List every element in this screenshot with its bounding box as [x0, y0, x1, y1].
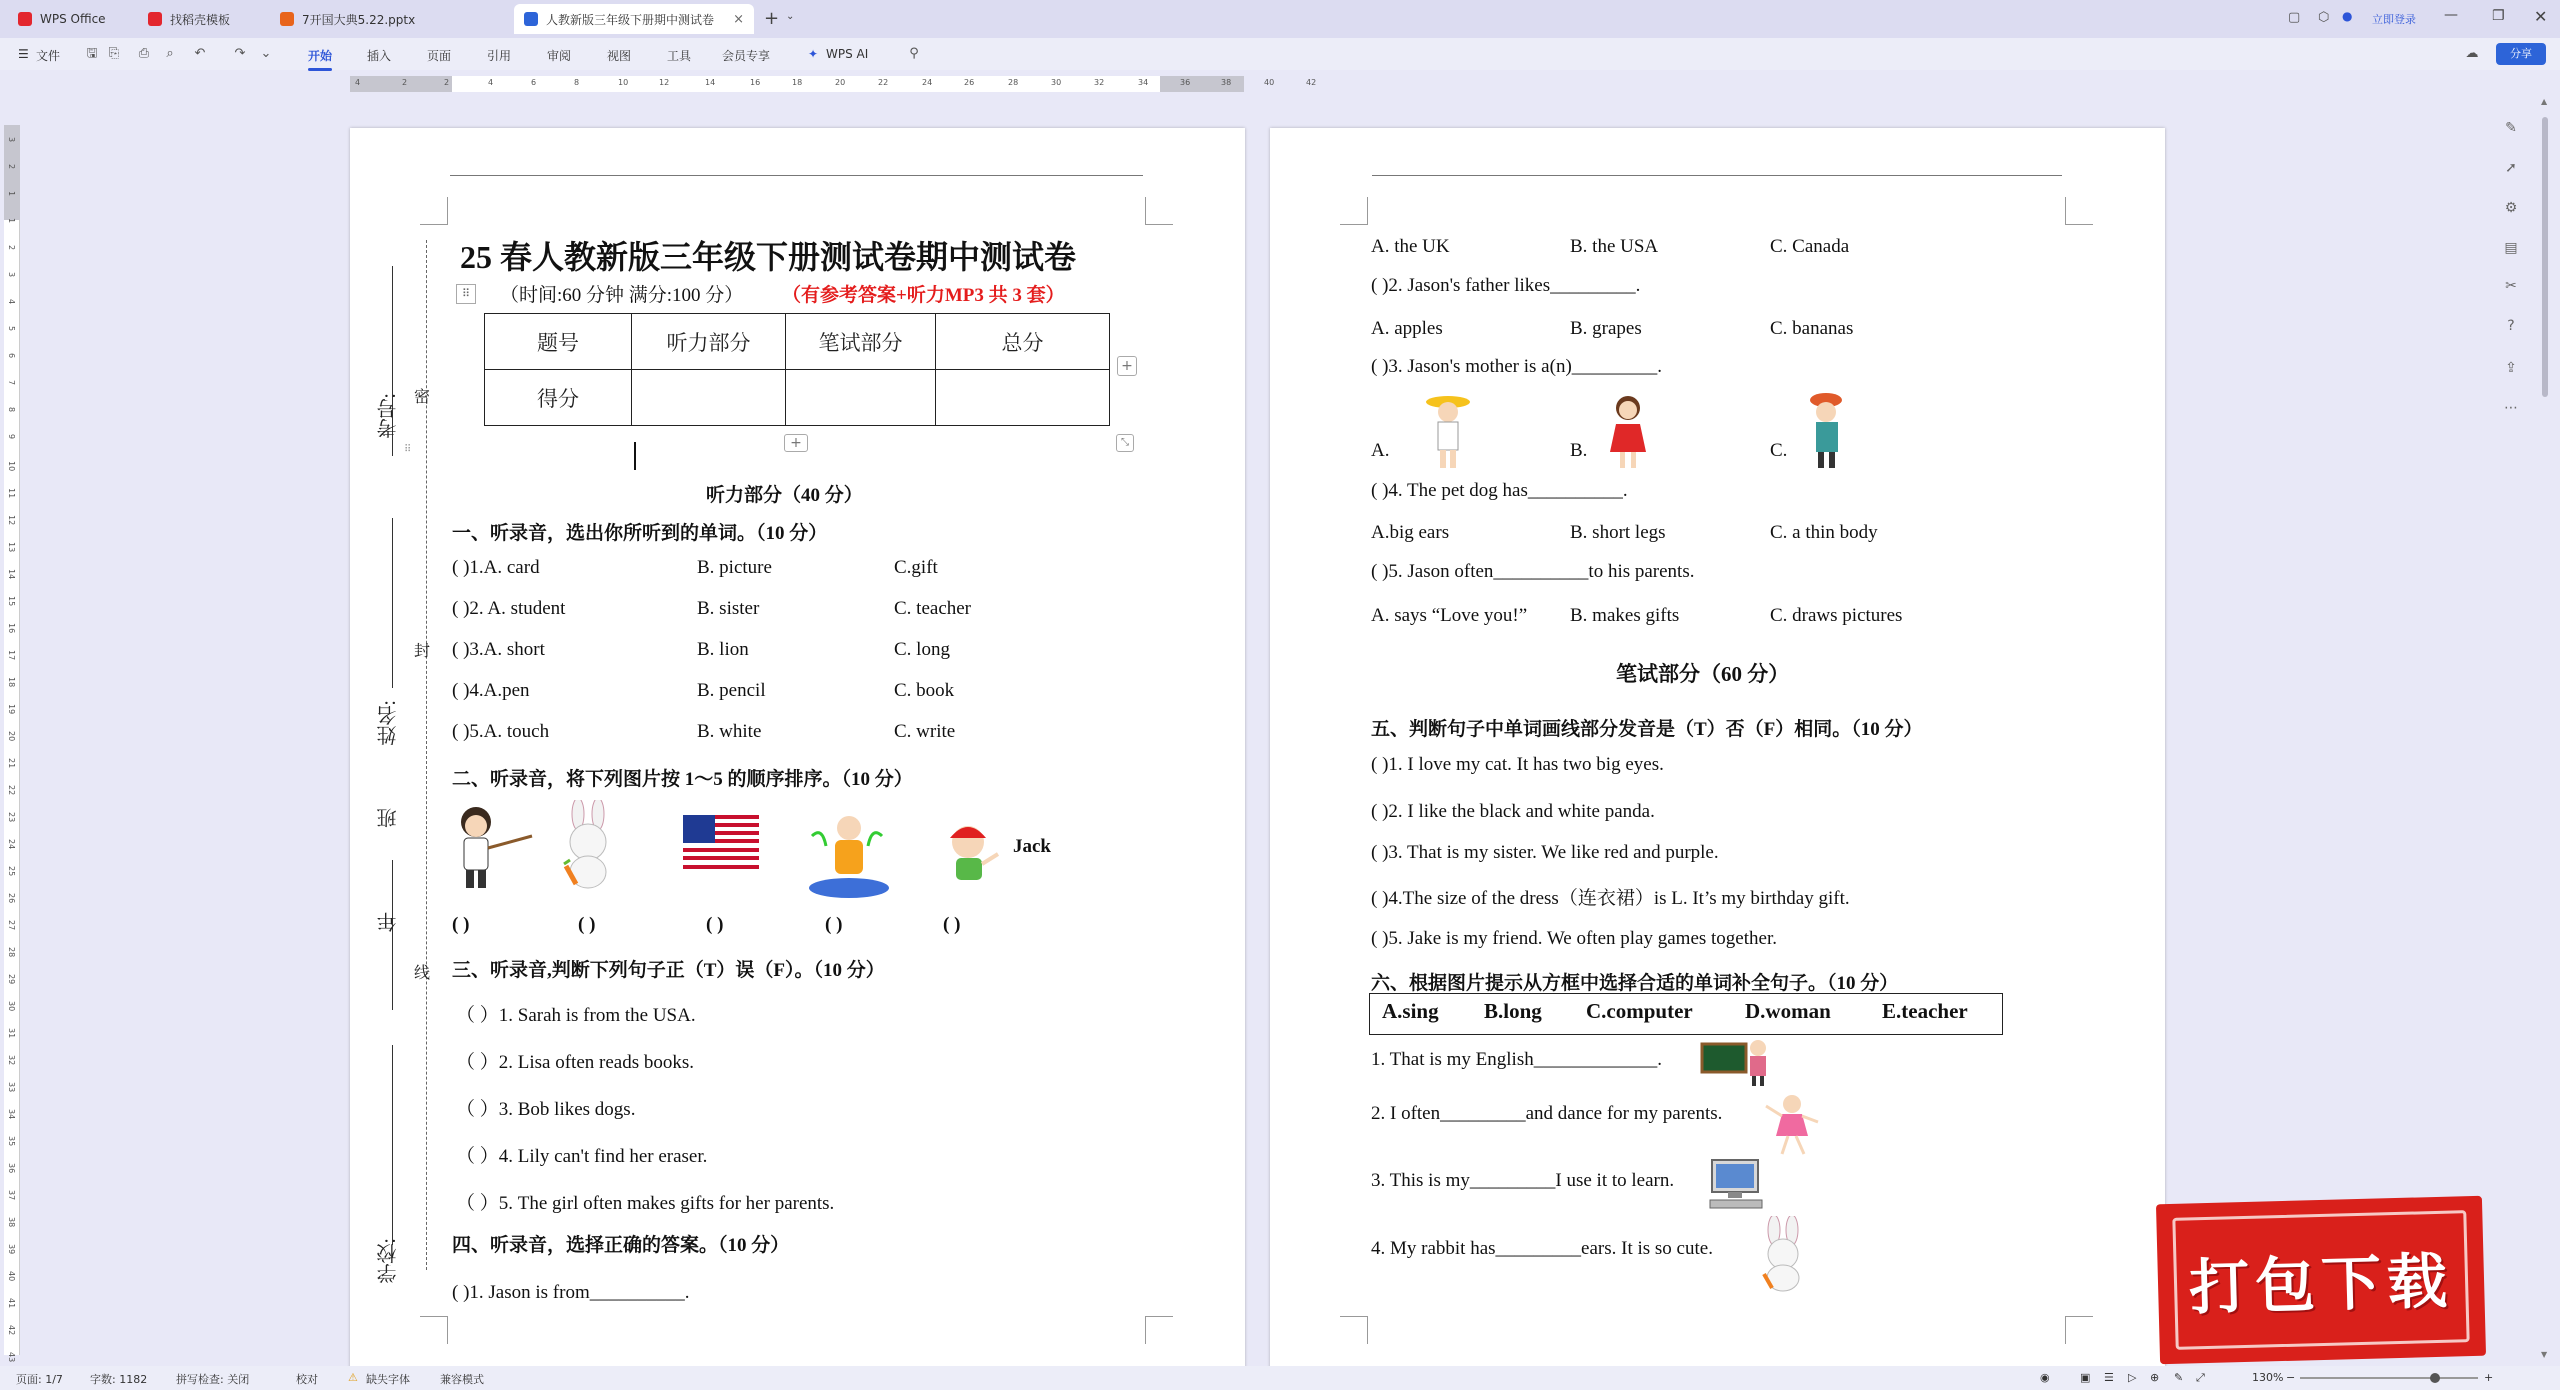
ruler-number: 38 [1221, 78, 1232, 87]
fit-icon[interactable]: ⤢ [2196, 1371, 2205, 1384]
warning-icon: ⚠ [348, 1371, 358, 1384]
window-icon[interactable]: ▢ [2288, 10, 2301, 25]
ruler-number: 24 [922, 78, 933, 87]
undo-icon[interactable]: ↶ [194, 46, 206, 61]
s5-sentence: ( )3. That is my sister. We like red and purple. [1371, 842, 1719, 863]
text-cursor [634, 442, 636, 470]
vruler-number: 8 [7, 407, 16, 413]
vertical-ruler[interactable] [4, 125, 20, 1363]
help-icon[interactable]: ? [2507, 318, 2515, 334]
scroll-down-icon[interactable]: ▼ [2541, 1350, 2548, 1359]
preview-icon[interactable]: ⌕ [166, 46, 174, 61]
s5-title: 五、判断句子中单词画线部分发音是（T）否（F）相同。（10 分） [1371, 719, 1923, 740]
word-icon [524, 12, 538, 26]
girl-dancing-picture [1762, 1092, 1822, 1156]
tab-wps-office[interactable]: WPS Office [8, 4, 136, 34]
q1-opts-option: B. the USA [1570, 236, 1659, 257]
listening-title: 听力部分（40 分） [706, 485, 863, 506]
side-xian: 线 [414, 965, 431, 982]
side-ban: 班 [378, 808, 400, 828]
page-view-icon[interactable]: ▣ [2080, 1371, 2091, 1384]
close-window-icon[interactable]: ✕ [2534, 7, 2548, 26]
ruler-number: 36 [1180, 78, 1191, 87]
vruler-number: 2 [7, 245, 16, 251]
s3-statement: （ ）3. Bob likes dogs. [456, 1099, 636, 1120]
q2-opts-option: A. apples [1371, 318, 1443, 339]
s1-option: B. lion [697, 639, 749, 660]
zoom-level[interactable]: 130% [2252, 1371, 2284, 1384]
minimize-icon[interactable]: — [2444, 7, 2458, 23]
subtitle: （时间:60 分钟 满分:100 分） [500, 285, 744, 306]
vruler-number: 21 [7, 758, 16, 769]
status-font[interactable]: 缺失字体 [366, 1373, 410, 1386]
jack-boy-picture [942, 820, 1002, 888]
status-proof[interactable]: 校对 [296, 1373, 318, 1386]
ruler-number: 16 [750, 78, 761, 87]
q5-opts-option: C. draws pictures [1770, 605, 1903, 626]
q4: ( )4. The pet dog has__________. [1371, 480, 1628, 501]
side-xuexiao: 学校: [378, 1238, 400, 1284]
s6-sentence: 1. That is my English_____________. [1371, 1049, 1662, 1070]
s4-title: 四、听录音，选择正确的答案。（10 分） [452, 1235, 790, 1256]
s6-title: 六、根据图片提示从方框中选择合适的单词补全句子。（10 分） [1371, 973, 1899, 994]
q3: ( )3. Jason's mother is a(n)_________. [1371, 356, 1663, 377]
cursor-icon[interactable]: ➚ [2505, 160, 2517, 176]
vruler-number: 11 [7, 488, 16, 499]
s1-option: C. write [894, 721, 956, 742]
vruler-number: 2 [7, 164, 16, 170]
vruler-number: 14 [7, 569, 16, 580]
zoom-slider[interactable] [2300, 1377, 2478, 1379]
box-word: E.teacher [1882, 999, 1968, 1023]
share-icon[interactable]: ⇪ [2505, 360, 2517, 376]
music-boy-picture [802, 806, 896, 900]
q2-opts-option: B. grapes [1570, 318, 1642, 339]
ruler-number: 40 [1264, 78, 1275, 87]
vruler-number: 20 [7, 731, 16, 742]
written-title: 笔试部分（60 分） [1616, 662, 1790, 686]
close-tab-icon[interactable]: × [733, 11, 744, 27]
vruler-number: 38 [7, 1217, 16, 1228]
status-compat: 兼容模式 [440, 1373, 484, 1386]
vruler-number: 1 [7, 191, 16, 197]
redo-icon[interactable]: ↷ [234, 46, 246, 61]
vruler-number: 6 [7, 353, 16, 359]
restore-icon[interactable]: ❐ [2492, 8, 2505, 24]
side-xingming: 姓名: [378, 700, 400, 746]
cloud-icon[interactable]: ☁ [2465, 46, 2479, 61]
vruler-number: 33 [7, 1082, 16, 1093]
order-bracket[interactable]: ( ) [825, 914, 843, 935]
share-button[interactable]: 分享 [2496, 43, 2546, 65]
vruler-number: 36 [7, 1163, 16, 1174]
vruler-number: 17 [7, 650, 16, 661]
eye-icon[interactable]: ◉ [2040, 1371, 2050, 1384]
side-kaohao: 考号: [378, 393, 400, 439]
vruler-number: 9 [7, 434, 16, 440]
vruler-number: 3 [7, 272, 16, 278]
order-bracket[interactable]: ( ) [706, 914, 724, 935]
cube-icon[interactable]: ⬡ [2318, 10, 2330, 25]
girl-red-dress-picture [1598, 390, 1660, 470]
tools-icon[interactable]: ✂ [2505, 278, 2517, 294]
vruler-number: 1 [7, 218, 16, 224]
right-toolbar [2490, 70, 2530, 1370]
login-link[interactable]: 立即登录 [2372, 13, 2416, 26]
th-listening: 听力部分 [632, 314, 786, 370]
q3-opts-option: A. [1371, 440, 1390, 461]
ruler-number: 4 [488, 78, 494, 87]
ruler-number: 2 [444, 78, 450, 87]
s1-option: B. sister [697, 598, 760, 619]
q4-opts-option: B. short legs [1570, 522, 1666, 543]
play-icon[interactable]: ▷ [2128, 1371, 2137, 1384]
vruler-number: 4 [7, 299, 16, 305]
s5-sentence: ( )1. I love my cat. It has two big eyes. [1371, 754, 1664, 775]
woman-hat-picture [1418, 390, 1480, 470]
s5-sentence: ( )5. Jake is my friend. We often play games together. [1371, 928, 1777, 949]
vruler-number: 26 [7, 893, 16, 904]
subtitle-red: （有参考答案+听力MP3 共 3 套） [782, 285, 1065, 306]
q2-opts-option: C. bananas [1770, 318, 1854, 339]
box-word: C.computer [1586, 999, 1693, 1023]
vruler-number: 12 [7, 515, 16, 526]
s5-sentence: ( )4.The size of the dress（连衣裙）is L. It’s my birthday gift. [1371, 888, 1850, 909]
wps-ai-icon: ✦ [808, 47, 819, 61]
box-word: B.long [1484, 999, 1542, 1023]
web-icon[interactable]: ⊕ [2150, 1371, 2160, 1384]
teacher-blackboard-picture [1700, 1036, 1772, 1086]
s3-statement: （ ）1. Sarah is from the USA. [456, 1005, 696, 1026]
ppt-icon [280, 12, 294, 26]
s1-option: B. picture [697, 557, 772, 578]
s1-option: C. long [894, 639, 950, 660]
search-icon[interactable]: ⚲ [909, 46, 919, 61]
add-column-icon[interactable]: + [1117, 356, 1137, 376]
vruler-number: 41 [7, 1298, 16, 1309]
computer-picture [1706, 1158, 1768, 1210]
s1-option: ( )1.A. card [452, 557, 540, 578]
pen-icon[interactable]: ✎ [2174, 1371, 2184, 1384]
vruler-number: 19 [7, 704, 16, 715]
zoom-slider-thumb[interactable] [2430, 1373, 2440, 1383]
vruler-number: 16 [7, 623, 16, 634]
tab-document[interactable]: 人教新版三年级下册期中测试卷 × [514, 4, 754, 34]
s6-sentence: 3. This is my_________I use it to learn. [1371, 1170, 1675, 1191]
page-title: 25 春人教新版三年级下册测试卷期中测试卷 [460, 239, 1077, 275]
menu-wps-ai[interactable]: WPS AI [826, 47, 869, 61]
td-score-1[interactable] [632, 370, 786, 426]
vruler-number: 23 [7, 812, 16, 823]
new-tab-icon[interactable]: + [764, 8, 780, 29]
menu-page[interactable]: 页面 [427, 49, 452, 63]
add-row-icon[interactable]: + [784, 434, 808, 452]
score-table [484, 313, 1110, 426]
rabbit-long-ears-picture [1752, 1216, 1816, 1292]
layout-icon[interactable]: ▤ [2504, 240, 2518, 256]
menu-insert[interactable]: 插入 [367, 49, 392, 63]
ruler-number: 30 [1051, 78, 1062, 87]
scroll-up-icon[interactable]: ▲ [2541, 97, 2548, 106]
outline-icon[interactable]: ☰ [2104, 1371, 2114, 1384]
s6-sentence: 4. My rabbit has_________ears. It is so cute. [1371, 1238, 1713, 1259]
us-flag-picture [683, 815, 759, 869]
vruler-number: 32 [7, 1055, 16, 1066]
q1-opts-option: A. the UK [1371, 236, 1450, 257]
ruler-number: 26 [964, 78, 975, 87]
vruler-number: 29 [7, 974, 16, 985]
s1-option: ( )5.A. touch [452, 721, 550, 742]
q5-opts-option: B. makes gifts [1570, 605, 1680, 626]
s2-title: 二、听录音，将下列图片按 1～5 的顺序排序。（10 分） [452, 769, 913, 790]
export-icon[interactable]: ⎘ [108, 46, 120, 61]
ruler-number: 8 [574, 78, 580, 87]
vruler-number: 3 [7, 137, 16, 143]
table-resize-icon[interactable]: ⤡ [1116, 434, 1134, 452]
rabbit-picture [552, 800, 626, 892]
menu-review[interactable]: 审阅 [547, 49, 572, 63]
box-word: D.woman [1745, 999, 1831, 1023]
vruler-number: 7 [7, 380, 16, 386]
status-words[interactable]: 字数: 1182 [90, 1373, 148, 1386]
adjust-icon[interactable]: ⚙ [2504, 200, 2518, 216]
s1-option: ( )2. A. student [452, 598, 566, 619]
horizontal-ruler[interactable] [350, 76, 1317, 92]
menu-reference[interactable]: 引用 [487, 49, 512, 63]
zoom-in-icon[interactable]: + [2484, 1371, 2494, 1384]
vruler-number: 34 [7, 1109, 16, 1120]
q5: ( )5. Jason often__________to his parents. [1371, 561, 1695, 582]
more-icon[interactable]: ⋯ [2504, 400, 2518, 416]
ruler-number: 22 [878, 78, 889, 87]
vruler-number: 39 [7, 1244, 16, 1255]
s1-option: C.gift [894, 557, 938, 578]
jack-label: Jack [1013, 836, 1051, 857]
q4-opts-option: A.big ears [1371, 522, 1450, 543]
ruler-number: 10 [618, 78, 629, 87]
vruler-number: 13 [7, 542, 16, 553]
vruler-number: 37 [7, 1190, 16, 1201]
s1-title: 一、听录音，选出你所听到的单词。（10 分） [452, 523, 828, 544]
vertical-scrollbar[interactable] [2538, 95, 2554, 1365]
td-score-2[interactable] [786, 370, 936, 426]
ruler-number: 42 [1306, 78, 1317, 87]
vruler-number: 24 [7, 839, 16, 850]
q3-opts-option: B. [1570, 440, 1588, 461]
chevron-down-icon[interactable]: ⌄ [786, 11, 795, 22]
s3-title: 三、听录音,判断下列句子正（T）误（F）。（10 分） [452, 960, 885, 981]
ruler-number: 32 [1094, 78, 1105, 87]
side-mi: 密 [414, 389, 431, 406]
ruler-number: 34 [1138, 78, 1149, 87]
tab-pptx[interactable]: 7开国大典5.22.pptx [270, 4, 512, 34]
s3-statement: （ ）4. Lily can't find her eraser. [456, 1146, 708, 1167]
order-bracket[interactable]: ( ) [452, 914, 470, 935]
s1-option: B. pencil [697, 680, 766, 701]
vruler-number: 5 [7, 326, 16, 332]
menu-bar [0, 38, 2560, 70]
status-bar [0, 1366, 2560, 1390]
s1-option: C. book [894, 680, 955, 701]
save-icon[interactable]: 🖫 [86, 46, 98, 61]
ruler-number: 6 [531, 78, 537, 87]
s5-sentence: ( )2. I like the black and white panda. [1371, 801, 1655, 822]
vruler-number: 25 [7, 866, 16, 877]
vruler-number: 42 [7, 1325, 16, 1336]
vruler-number: 10 [7, 461, 16, 472]
ruler-number: 12 [659, 78, 670, 87]
vruler-number: 18 [7, 677, 16, 688]
ruler-number: 4 [355, 78, 361, 87]
status-spell[interactable]: 拼写检查: 关闭 [176, 1373, 250, 1386]
vruler-number: 30 [7, 1001, 16, 1012]
s1-option: ( )3.A. short [452, 639, 545, 660]
s3-statement: （ ）2. Lisa often reads books. [456, 1052, 694, 1073]
td-score-label: 得分 [485, 370, 632, 426]
ruler-number: 14 [705, 78, 716, 87]
s1-option: ( )4.A.pen [452, 680, 530, 701]
order-bracket[interactable]: ( ) [943, 914, 961, 935]
order-bracket[interactable]: ( ) [578, 914, 596, 935]
ruler-number: 28 [1008, 78, 1019, 87]
vruler-number: 31 [7, 1028, 16, 1039]
zoom-out-icon[interactable]: − [2286, 1371, 2296, 1384]
s4-question-1: ( )1. Jason is from__________. [452, 1282, 690, 1303]
s3-statement: （ ）5. The girl often makes gifts for her parents. [456, 1193, 835, 1214]
menu-tools[interactable]: 工具 [667, 49, 692, 63]
avatar-icon[interactable]: ● [2342, 9, 2353, 23]
teacher-picture [448, 800, 534, 892]
s1-option: B. white [697, 721, 762, 742]
td-score-3[interactable] [936, 370, 1110, 426]
scroll-thumb[interactable] [2542, 117, 2548, 397]
th-tihao: 题号 [485, 314, 632, 370]
q5-opts-option: A. says “Love you!” [1371, 605, 1528, 626]
vruler-number: 22 [7, 785, 16, 796]
edit-icon[interactable]: ✎ [2505, 120, 2517, 136]
q4-opts-option: C. a thin body [1770, 522, 1878, 543]
s1-option: C. teacher [894, 598, 972, 619]
status-page[interactable]: 页面: 1/7 [16, 1373, 63, 1386]
th-total: 总分 [936, 314, 1110, 370]
print-icon[interactable]: ⎙ [138, 46, 150, 61]
q2: ( )2. Jason's father likes_________. [1371, 275, 1641, 296]
th-written: 笔试部分 [786, 314, 936, 370]
box-word: A.sing [1382, 999, 1439, 1023]
tab-template[interactable]: 找稻壳模板 [138, 4, 268, 34]
ruler-number: 20 [835, 78, 846, 87]
vruler-number: 15 [7, 596, 16, 607]
side-nian: 年 [378, 912, 400, 932]
ruler-number: 2 [402, 78, 408, 87]
tab-bar [0, 0, 2560, 38]
wps-logo-icon [18, 12, 32, 26]
menu-home[interactable]: 开始 [308, 49, 333, 63]
vruler-number: 43 [7, 1352, 16, 1363]
side-feng: 封 [414, 643, 431, 660]
vruler-number: 27 [7, 920, 16, 931]
menu-view[interactable]: 视图 [607, 49, 632, 63]
vruler-number: 35 [7, 1136, 16, 1147]
template-icon [148, 12, 162, 26]
menu-member[interactable]: 会员专享 [722, 49, 771, 63]
woman-red-hat-picture [1798, 390, 1858, 470]
q3-opts-option: C. [1770, 440, 1788, 461]
q1-opts-option: C. Canada [1770, 236, 1850, 257]
menu-file[interactable]: 文件 [36, 49, 61, 63]
download-banner[interactable]: 打包下载 [2156, 1196, 2486, 1364]
grip-icon[interactable]: ⠿ [404, 444, 412, 455]
hamburger-icon[interactable]: ☰ [18, 47, 29, 61]
more-chevron-icon[interactable]: ⌄ [260, 46, 272, 61]
vruler-number: 28 [7, 947, 16, 958]
s6-sentence: 2. I often_________and dance for my parents. [1371, 1103, 1723, 1124]
ruler-number: 18 [792, 78, 803, 87]
vruler-number: 40 [7, 1271, 16, 1282]
table-move-handle-icon[interactable]: ⠿ [456, 284, 476, 304]
